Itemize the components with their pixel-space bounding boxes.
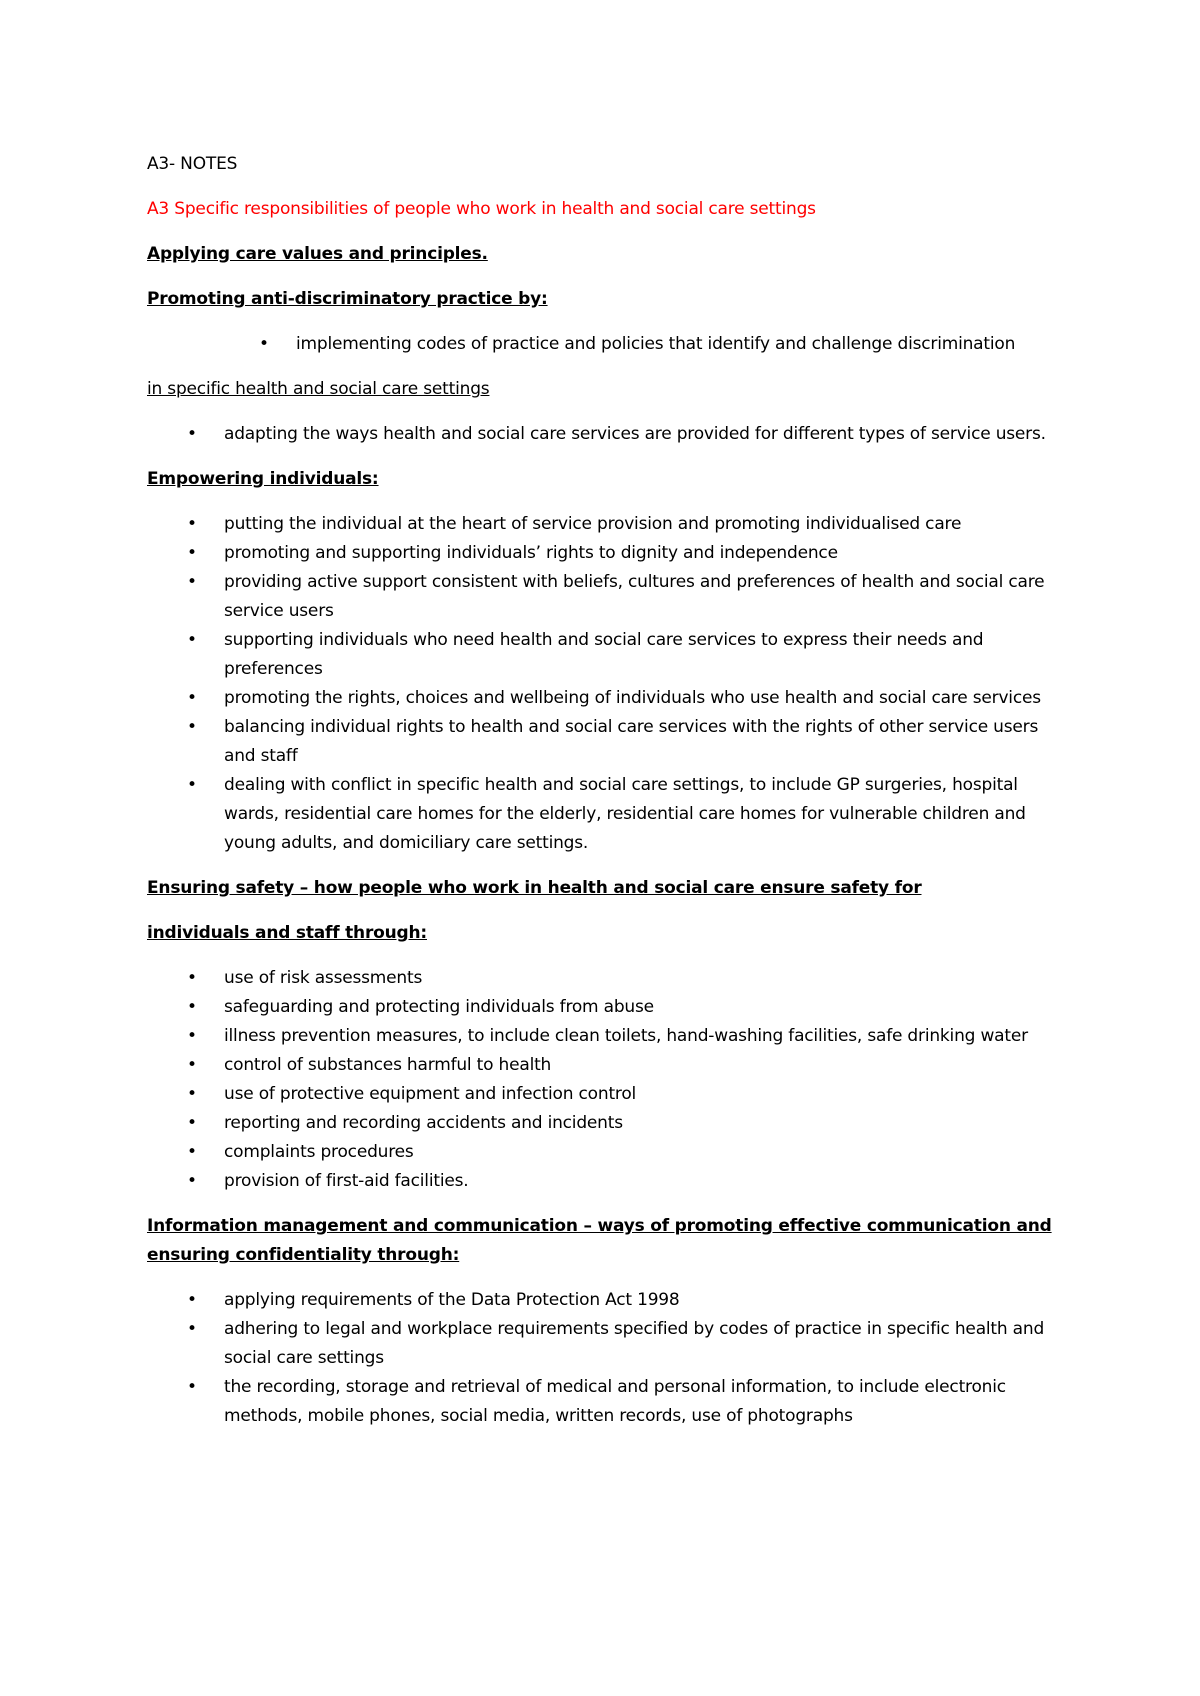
bullet-icon: •	[187, 1290, 197, 1310]
list-item	[147, 1373, 1067, 1431]
list-item-text: control of substances harmful to health	[224, 1055, 552, 1075]
list-item	[147, 330, 1067, 359]
bullet-icon: •	[187, 514, 197, 534]
list-item-text: safeguarding and protecting individuals from abuse	[224, 997, 654, 1017]
bullet-icon: •	[259, 334, 269, 354]
list-item-text: balancing individual rights to health and social care services with the rights of other service users and staff	[224, 717, 1039, 766]
list-item	[147, 626, 1067, 684]
document-subtitle: A3 Specific responsibilities of people who work in health and social care settings	[147, 199, 816, 219]
bullet-icon: •	[187, 968, 197, 988]
heading-care-values: Applying care values and principles.	[147, 244, 488, 264]
bullet-icon: •	[187, 1171, 197, 1191]
list-item	[147, 713, 1067, 771]
bullet-icon: •	[187, 1377, 197, 1397]
empowering-list	[147, 510, 1067, 858]
list-item	[147, 684, 1067, 713]
list-item	[147, 964, 1067, 993]
bullet-icon: •	[187, 1113, 197, 1133]
bullet-icon: •	[187, 997, 197, 1017]
list-item-text: supporting individuals who need health and social care services to express their needs and preferences	[224, 630, 984, 679]
list-item-text: adhering to legal and workplace requirements specified by codes of practice in specific health and social care settings	[224, 1319, 1045, 1368]
list-item-text: use of protective equipment and infection control	[224, 1084, 637, 1104]
bullet-icon: •	[187, 688, 197, 708]
list-item-text: provision of first-aid facilities.	[224, 1171, 469, 1191]
heading-anti-discriminatory: Promoting anti-discriminatory practice by:	[147, 289, 548, 309]
list-item	[147, 771, 1067, 858]
anti-discriminatory-list	[147, 330, 1067, 359]
bullet-icon: •	[187, 1319, 197, 1339]
bullet-icon: •	[187, 1026, 197, 1046]
specific-settings-list	[147, 420, 1067, 449]
list-item-text: complaints procedures	[224, 1142, 414, 1162]
list-item-text: adapting the ways health and social care services are provided for different types of service users.	[224, 424, 1046, 444]
heading-safety-line2: individuals and staff through:	[147, 923, 427, 943]
document-body	[147, 150, 1067, 1447]
list-item-text: illness prevention measures, to include clean toilets, hand-washing facilities, safe drinking water	[224, 1026, 1028, 1046]
list-item	[147, 1286, 1067, 1315]
list-item	[147, 510, 1067, 539]
list-item-text: putting the individual at the heart of service provision and promoting individualised care	[224, 514, 962, 534]
bullet-icon: •	[187, 775, 197, 795]
list-item-text: use of risk assessments	[224, 968, 423, 988]
heading-information: Information management and communication – ways of promoting effective communication and ensuring confidentiality through:	[147, 1216, 1052, 1265]
list-item	[147, 993, 1067, 1022]
list-item	[147, 1051, 1067, 1080]
list-item-text: dealing with conflict in specific health and social care settings, to include GP surgeries, hospital wards, residential care homes for the elderly, residential care homes for vulnerable children and young adults, and domiciliary care settings.	[224, 775, 1026, 853]
bullet-icon: •	[187, 717, 197, 737]
information-list	[147, 1286, 1067, 1431]
bullet-icon: •	[187, 1055, 197, 1075]
list-item-text: applying requirements of the Data Protection Act 1998	[224, 1290, 680, 1310]
list-item	[147, 420, 1067, 449]
document-title: A3- NOTES	[147, 154, 238, 174]
bullet-icon: •	[187, 1084, 197, 1104]
list-item	[147, 1315, 1067, 1373]
heading-empowering: Empowering individuals:	[147, 469, 379, 489]
list-item-text: promoting and supporting individuals’ rights to dignity and independence	[224, 543, 838, 563]
list-item-text: reporting and recording accidents and incidents	[224, 1113, 623, 1133]
list-item-text: implementing codes of practice and policies that identify and challenge discrimination	[296, 334, 1016, 354]
safety-list	[147, 964, 1067, 1196]
list-item	[147, 1022, 1067, 1051]
list-item-text: promoting the rights, choices and wellbeing of individuals who use health and social care services	[224, 688, 1041, 708]
list-item-text: the recording, storage and retrieval of medical and personal information, to include electronic methods, mobile phones, social media, written records, use of photographs	[224, 1377, 1006, 1426]
list-item	[147, 1080, 1067, 1109]
heading-safety-line1: Ensuring safety – how people who work in health and social care ensure safety for	[147, 878, 922, 898]
bullet-icon: •	[187, 630, 197, 650]
bullet-icon: •	[187, 543, 197, 563]
list-item	[147, 1167, 1067, 1196]
list-item	[147, 539, 1067, 568]
list-item	[147, 1138, 1067, 1167]
list-item	[147, 568, 1067, 626]
list-item-text: providing active support consistent with beliefs, cultures and preferences of health and social care service users	[224, 572, 1045, 621]
bullet-icon: •	[187, 572, 197, 592]
bullet-icon: •	[187, 1142, 197, 1162]
specific-settings-line: in specific health and social care settings	[147, 379, 490, 399]
list-item	[147, 1109, 1067, 1138]
bullet-icon: •	[187, 424, 197, 444]
